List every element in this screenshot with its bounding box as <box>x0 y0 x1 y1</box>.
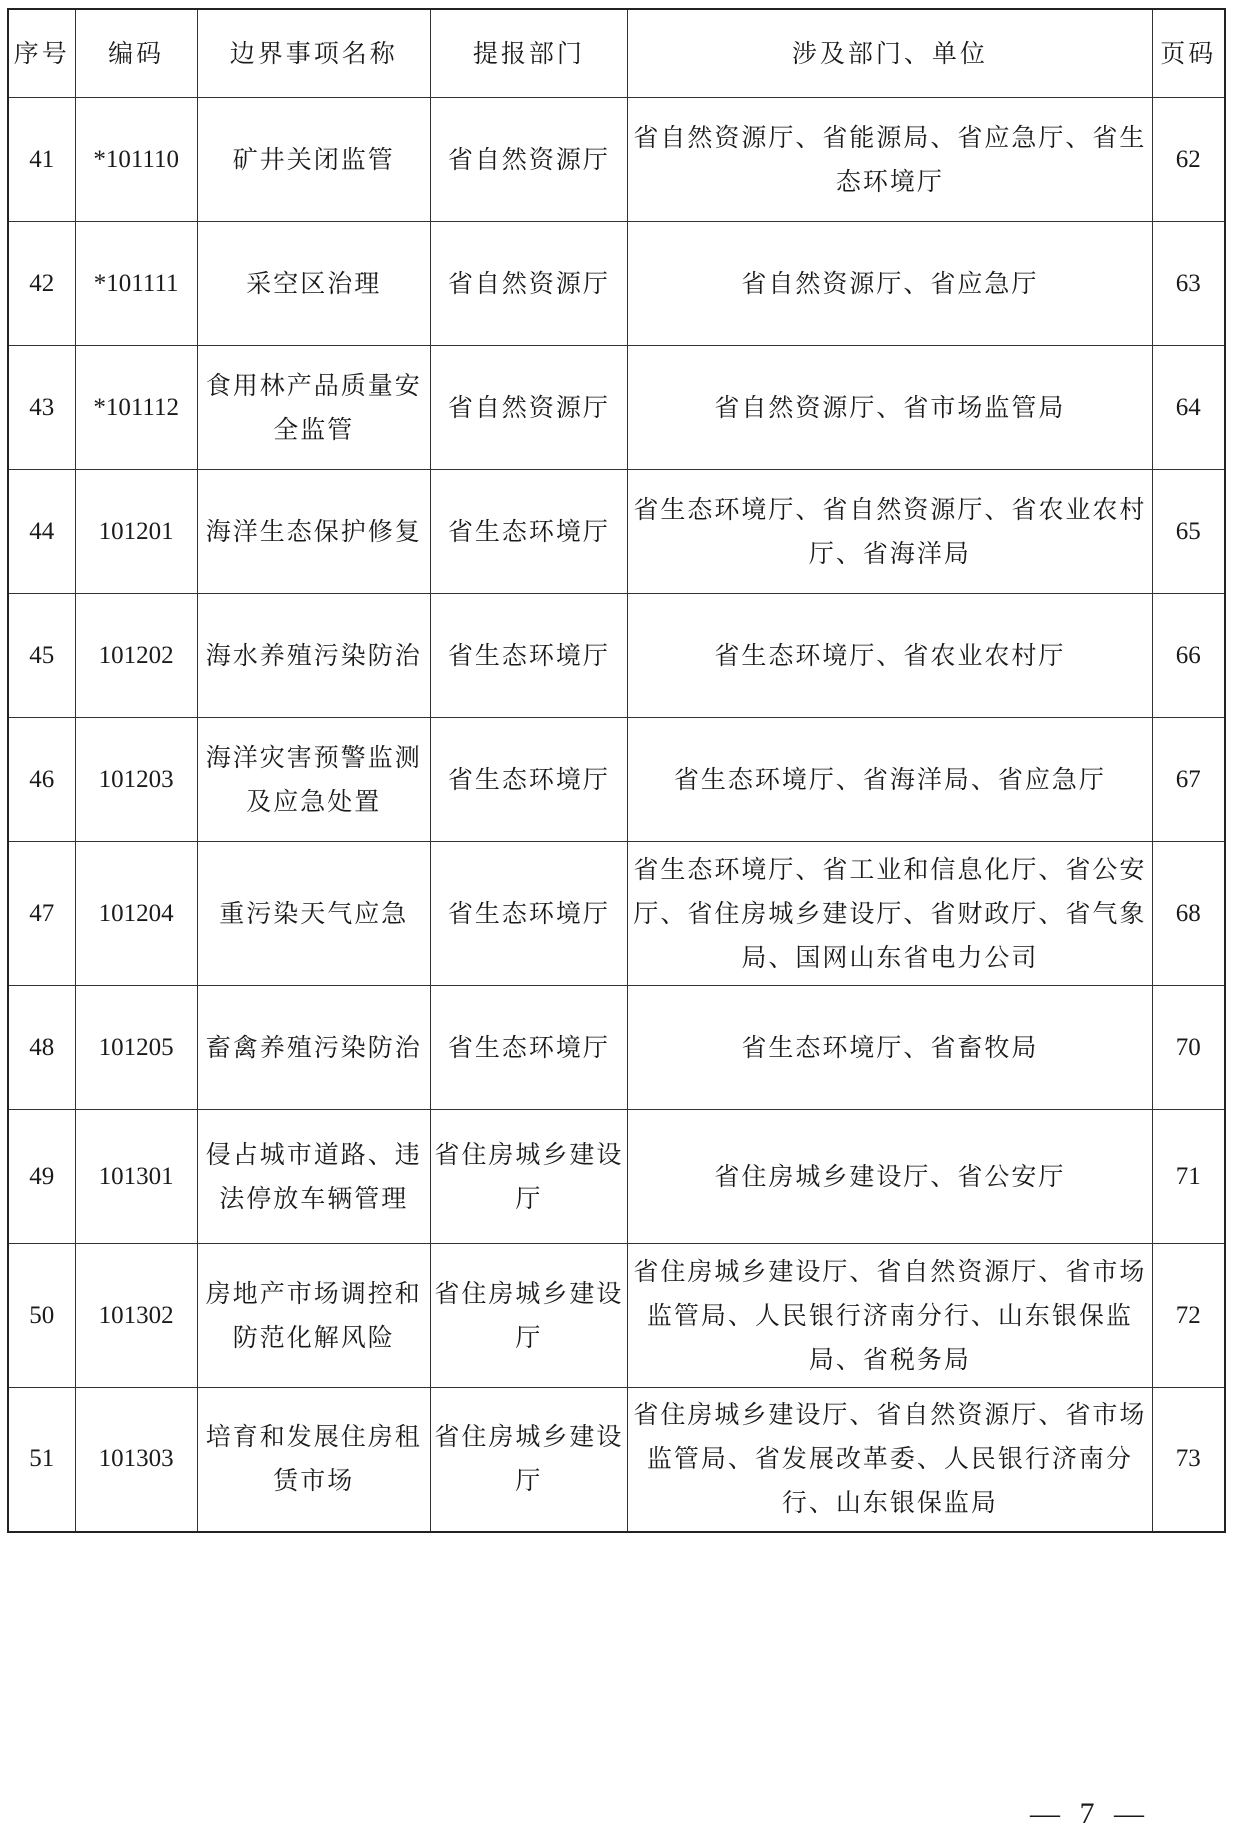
row-reporting-dept: 省住房城乡建设厅 <box>430 1244 628 1388</box>
row-reporting-dept: 省自然资源厅 <box>430 222 628 346</box>
row-item-name: 畜禽养殖污染防治 <box>197 986 430 1110</box>
row-code: 101204 <box>75 842 197 986</box>
row-seq: 48 <box>8 986 75 1110</box>
row-code: 101201 <box>75 470 197 594</box>
table-row <box>8 1110 1225 1244</box>
header-reporting-dept: 提报部门 <box>430 9 628 98</box>
row-involved-units: 省自然资源厅、省应急厅 <box>628 222 1152 346</box>
row-code: 101205 <box>75 986 197 1110</box>
table-row <box>8 470 1225 594</box>
row-reporting-dept: 省自然资源厅 <box>430 346 628 470</box>
row-item-name: 海洋灾害预警监测及应急处置 <box>197 718 430 842</box>
row-reporting-dept: 省住房城乡建设厅 <box>430 1110 628 1244</box>
row-involved-units: 省住房城乡建设厅、省自然资源厅、省市场监管局、人民银行济南分行、山东银保监局、省税务局 <box>628 1244 1152 1388</box>
row-involved-units: 省生态环境厅、省畜牧局 <box>628 986 1152 1110</box>
table-row <box>8 594 1225 718</box>
table-row <box>8 842 1225 986</box>
header-code: 编码 <box>75 9 197 98</box>
boundary-items-table <box>7 8 1226 1533</box>
row-seq: 47 <box>8 842 75 986</box>
row-page: 73 <box>1152 1388 1225 1532</box>
row-page: 70 <box>1152 986 1225 1110</box>
row-item-name: 海洋生态保护修复 <box>197 470 430 594</box>
row-item-name: 重污染天气应急 <box>197 842 430 986</box>
row-page: 65 <box>1152 470 1225 594</box>
row-reporting-dept: 省生态环境厅 <box>430 718 628 842</box>
row-reporting-dept: 省住房城乡建设厅 <box>430 1388 628 1532</box>
row-page: 72 <box>1152 1244 1225 1388</box>
row-page: 64 <box>1152 346 1225 470</box>
row-code: *101112 <box>75 346 197 470</box>
row-seq: 43 <box>8 346 75 470</box>
table-row <box>8 1388 1225 1532</box>
row-seq: 51 <box>8 1388 75 1532</box>
row-reporting-dept: 省生态环境厅 <box>430 986 628 1110</box>
row-code: 101202 <box>75 594 197 718</box>
row-involved-units: 省自然资源厅、省市场监管局 <box>628 346 1152 470</box>
row-item-name: 矿井关闭监管 <box>197 98 430 222</box>
row-page: 62 <box>1152 98 1225 222</box>
row-seq: 45 <box>8 594 75 718</box>
row-seq: 49 <box>8 1110 75 1244</box>
row-item-name: 海水养殖污染防治 <box>197 594 430 718</box>
row-seq: 44 <box>8 470 75 594</box>
row-item-name: 房地产市场调控和防范化解风险 <box>197 1244 430 1388</box>
row-item-name: 培育和发展住房租赁市场 <box>197 1388 430 1532</box>
table-header-row <box>8 9 1225 98</box>
row-code: 101302 <box>75 1244 197 1388</box>
table-row <box>8 222 1225 346</box>
table-row <box>8 718 1225 842</box>
row-code: 101303 <box>75 1388 197 1532</box>
header-page: 页码 <box>1152 9 1225 98</box>
row-seq: 50 <box>8 1244 75 1388</box>
table-row <box>8 986 1225 1110</box>
page-number: — 7 — <box>1030 1797 1150 1830</box>
row-involved-units: 省生态环境厅、省工业和信息化厅、省公安厅、省住房城乡建设厅、省财政厅、省气象局、国网山东省电力公司 <box>628 842 1152 986</box>
row-involved-units: 省住房城乡建设厅、省公安厅 <box>628 1110 1152 1244</box>
table-row <box>8 346 1225 470</box>
row-reporting-dept: 省生态环境厅 <box>430 842 628 986</box>
header-seq: 序号 <box>8 9 75 98</box>
row-page: 68 <box>1152 842 1225 986</box>
table-row <box>8 98 1225 222</box>
row-involved-units: 省生态环境厅、省农业农村厅 <box>628 594 1152 718</box>
row-involved-units: 省自然资源厅、省能源局、省应急厅、省生态环境厅 <box>628 98 1152 222</box>
row-involved-units: 省生态环境厅、省自然资源厅、省农业农村厅、省海洋局 <box>628 470 1152 594</box>
row-seq: 41 <box>8 98 75 222</box>
row-reporting-dept: 省自然资源厅 <box>430 98 628 222</box>
row-code: *101111 <box>75 222 197 346</box>
row-item-name: 食用林产品质量安全监管 <box>197 346 430 470</box>
row-seq: 42 <box>8 222 75 346</box>
row-page: 66 <box>1152 594 1225 718</box>
table-row <box>8 1244 1225 1388</box>
row-code: 101203 <box>75 718 197 842</box>
row-item-name: 采空区治理 <box>197 222 430 346</box>
row-page: 71 <box>1152 1110 1225 1244</box>
row-item-name: 侵占城市道路、违法停放车辆管理 <box>197 1110 430 1244</box>
row-reporting-dept: 省生态环境厅 <box>430 594 628 718</box>
header-item-name: 边界事项名称 <box>197 9 430 98</box>
row-involved-units: 省住房城乡建设厅、省自然资源厅、省市场监管局、省发展改革委、人民银行济南分行、山东银保监局 <box>628 1388 1152 1532</box>
header-involved-units: 涉及部门、单位 <box>628 9 1152 98</box>
row-involved-units: 省生态环境厅、省海洋局、省应急厅 <box>628 718 1152 842</box>
row-page: 67 <box>1152 718 1225 842</box>
row-code: *101110 <box>75 98 197 222</box>
row-code: 101301 <box>75 1110 197 1244</box>
row-seq: 46 <box>8 718 75 842</box>
row-page: 63 <box>1152 222 1225 346</box>
row-reporting-dept: 省生态环境厅 <box>430 470 628 594</box>
